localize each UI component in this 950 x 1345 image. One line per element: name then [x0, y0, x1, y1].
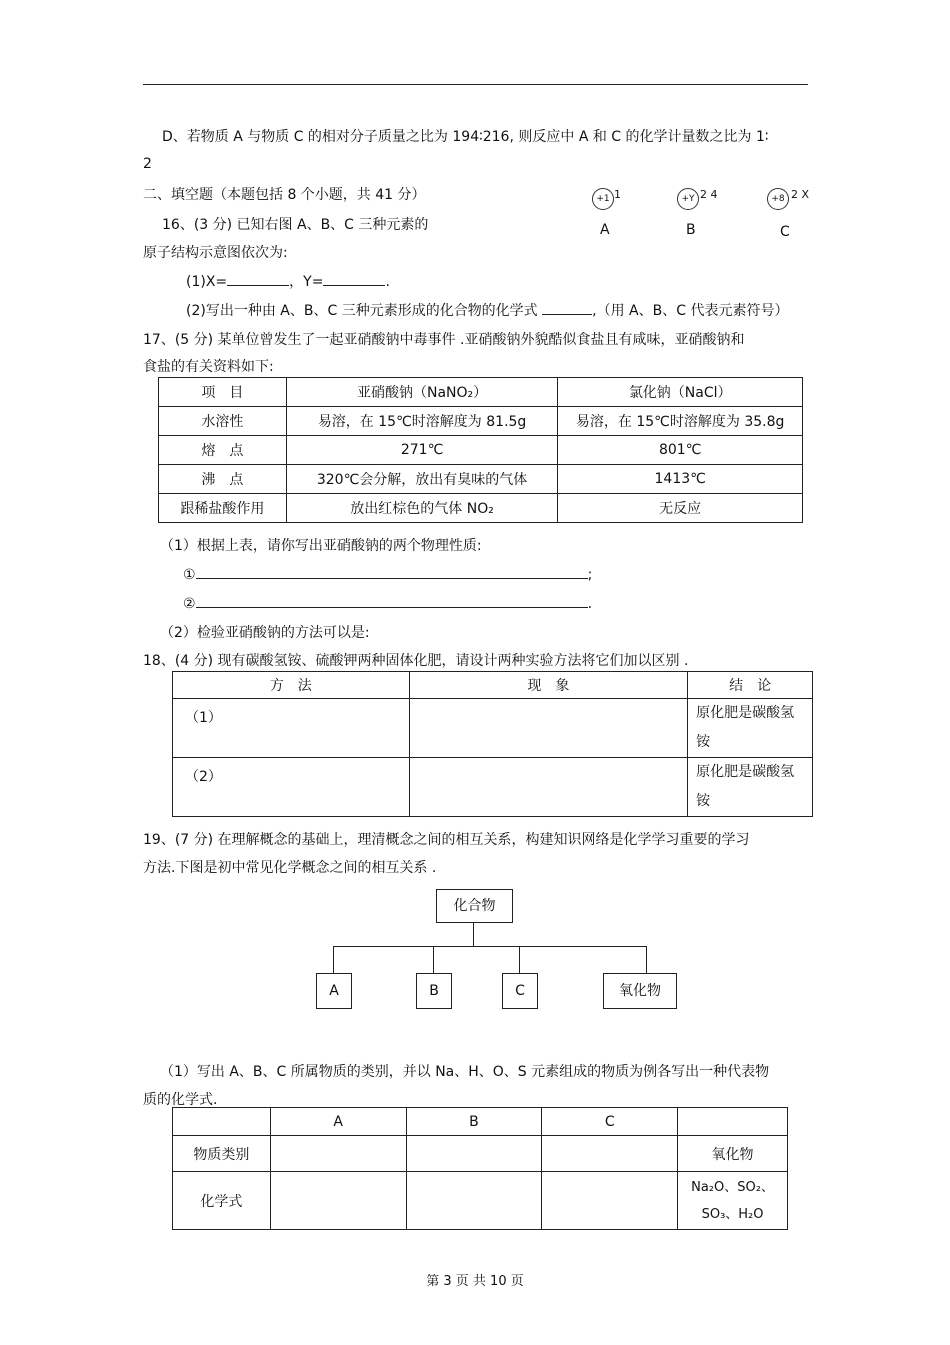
- atom-c-label: C: [780, 224, 790, 240]
- q18-conclusion-1-line2: 铵: [696, 734, 711, 750]
- q18-method-1: （1）: [173, 699, 410, 758]
- diagram-connector: [646, 946, 647, 973]
- table-cell: 易溶，在 15℃时溶解度为 81.5g: [286, 407, 558, 436]
- q19-row-category-label: 物质类别: [173, 1136, 271, 1172]
- q18-conclusion-2-line2: 铵: [696, 793, 711, 809]
- q18-method-2: （2）: [173, 758, 410, 817]
- atom-b-nucleus: +Y: [677, 188, 699, 210]
- diagram-node-oxide: 氧化物: [603, 973, 677, 1009]
- q17-answer-1[interactable]: [196, 564, 588, 579]
- table-cell: 易溶，在 15℃时溶解度为 35.8g: [558, 407, 803, 436]
- q19-row-formula-label: 化学式: [173, 1172, 271, 1230]
- q17-header-item: 项 目: [159, 378, 287, 407]
- table-cell: 放出红棕色的气体 NO₂: [286, 494, 558, 523]
- section-title: 二、填空题（本题包括 8 个小题，共 41 分）: [143, 187, 426, 203]
- q17-header-nano2: 亚硝酸钠（NaNO₂）: [286, 378, 558, 407]
- q19-formula-oxide-line1: Na₂O、SO₂、: [691, 1179, 774, 1195]
- q18-conclusion-2: [688, 758, 813, 817]
- q17-stem-1: 17、(5 分) 某单位曾发生了一起亚硝酸钠中毒事件 .亚硝酸钠外貌酷似食盐且有咸味，亚硝酸钠和: [143, 332, 745, 348]
- q18-header-conclusion: 结 论: [688, 672, 813, 699]
- q17-answer-2[interactable]: [196, 593, 588, 608]
- q16-part1: [186, 271, 390, 291]
- q16-stem-2: 原子结构示意图依次为:: [143, 245, 288, 261]
- q18-conclusion-1-line1: 原化肥是碳酸氢: [696, 705, 795, 721]
- diagram-connector: [333, 946, 334, 973]
- table-cell: 沸 点: [159, 465, 287, 494]
- q17-blank2-end: .: [587, 596, 593, 612]
- q19-category-oxide: 氧化物: [678, 1136, 788, 1172]
- q17-part1: （1）根据上表，请你写出亚硝酸钠的两个物理性质:: [160, 538, 482, 554]
- q16-stem-1: 16、(3 分) 已知右图 A、B、C 三种元素的: [162, 217, 429, 233]
- diagram-root-compound: 化合物: [436, 889, 513, 923]
- atom-c-nucleus: +8: [767, 188, 789, 210]
- diagram-connector: [473, 922, 474, 947]
- q18-table: [172, 671, 813, 817]
- table-cell: 水溶性: [159, 407, 287, 436]
- atom-b-shells: 2 4: [700, 188, 718, 201]
- q19-stem-2: 方法.下图是初中常见化学概念之间的相互关系 .: [143, 860, 437, 876]
- q17-blank-2: [183, 593, 592, 612]
- q18-phenomenon-1[interactable]: [409, 699, 688, 758]
- q17-blank1-num: ①: [183, 567, 196, 583]
- q17-blank2-num: ②: [183, 596, 196, 612]
- q19-category-a[interactable]: [270, 1136, 406, 1172]
- diagram-node-c: C: [502, 973, 538, 1009]
- q18-header-method: 方 法: [173, 672, 410, 699]
- q15-option-d-cont: 2: [143, 156, 152, 172]
- q19-stem-1: 19、(7 分) 在理解概念的基础上，理清概念之间的相互关系，构建知识网络是化学学习重要的学习: [143, 832, 750, 848]
- q16-y-blank[interactable]: [323, 285, 385, 286]
- q17-blank-1: [183, 564, 592, 583]
- atom-a-label: A: [600, 222, 610, 238]
- table-cell: 1413℃: [558, 465, 803, 494]
- q16-y-label: ，Y=: [289, 274, 324, 290]
- q19-header-b: B: [406, 1108, 542, 1136]
- q16-formula-blank[interactable]: [542, 314, 592, 315]
- diagram-connector: [433, 946, 434, 973]
- q19-formula-c[interactable]: [542, 1172, 678, 1230]
- q15-option-d: D、若物质 A 与物质 C 的相对分子质量之比为 194∶216, 则反应中 A 和 C 的化学计量数之比为 1∶: [162, 129, 769, 145]
- q19-header-a: A: [270, 1108, 406, 1136]
- q19-part1-2: 质的化学式.: [143, 1092, 218, 1108]
- table-cell: 320℃会分解，放出有臭味的气体: [286, 465, 558, 494]
- table-cell: 无反应: [558, 494, 803, 523]
- q19-category-b[interactable]: [406, 1136, 542, 1172]
- q18-conclusion-1: [688, 699, 813, 758]
- q16-part2: [186, 300, 788, 320]
- q19-formula-oxide: [678, 1172, 788, 1230]
- q19-formula-a[interactable]: [270, 1172, 406, 1230]
- q16-part2-end: ,（用 A、B、C 代表元素符号）: [592, 303, 789, 319]
- q16-part2-text: (2)写出一种由 A、B、C 三种元素形成的化合物的化学式: [186, 303, 538, 319]
- q16-x-label: (1)X=: [186, 274, 228, 290]
- q19-part1-1: （1）写出 A、B、C 所属物质的类别，并以 Na、H、O、S 元素组成的物质为例各写出一种代表物: [160, 1064, 770, 1080]
- q19-formula-b[interactable]: [406, 1172, 542, 1230]
- atom-a-nucleus: +1: [592, 188, 614, 210]
- atom-c-shells: 2 X: [791, 188, 810, 201]
- q17-table: [158, 377, 803, 523]
- table-cell: 271℃: [286, 436, 558, 465]
- atom-a-shells: 1: [614, 188, 621, 201]
- q19-header-c: C: [542, 1108, 678, 1136]
- table-cell: 801℃: [558, 436, 803, 465]
- diagram-connector: [519, 946, 520, 973]
- atom-b-label: B: [686, 222, 696, 238]
- table-cell: 跟稀盐酸作用: [159, 494, 287, 523]
- q17-stem-2: 食盐的有关资料如下:: [143, 359, 274, 375]
- diagram-node-a: A: [316, 973, 352, 1009]
- q19-header-empty: [173, 1108, 271, 1136]
- q17-blank1-end: ;: [587, 567, 593, 583]
- diagram-node-b: B: [416, 973, 452, 1009]
- q19-category-c[interactable]: [542, 1136, 678, 1172]
- q17-header-nacl: 氯化钠（NaCl）: [558, 378, 803, 407]
- page-footer: 第 3 页 共 10 页: [426, 1274, 524, 1289]
- q17-part2: （2）检验亚硝酸钠的方法可以是:: [160, 625, 370, 641]
- top-rule: [143, 84, 808, 85]
- diagram-connector: [333, 946, 647, 947]
- q16-part1-end: .: [385, 274, 390, 290]
- q18-header-phenomenon: 现 象: [409, 672, 688, 699]
- q19-header-oxide: [678, 1108, 788, 1136]
- table-cell: 熔 点: [159, 436, 287, 465]
- q19-table: [172, 1107, 788, 1230]
- q18-conclusion-2-line1: 原化肥是碳酸氢: [696, 764, 795, 780]
- q18-phenomenon-2[interactable]: [409, 758, 688, 817]
- q18-stem: 18、(4 分) 现有碳酸氢铵、硫酸钾两种固体化肥，请设计两种实验方法将它们加以区别 .: [143, 653, 689, 669]
- q16-x-blank[interactable]: [227, 285, 289, 286]
- q19-formula-oxide-line2: SO₃、H₂O: [701, 1206, 764, 1222]
